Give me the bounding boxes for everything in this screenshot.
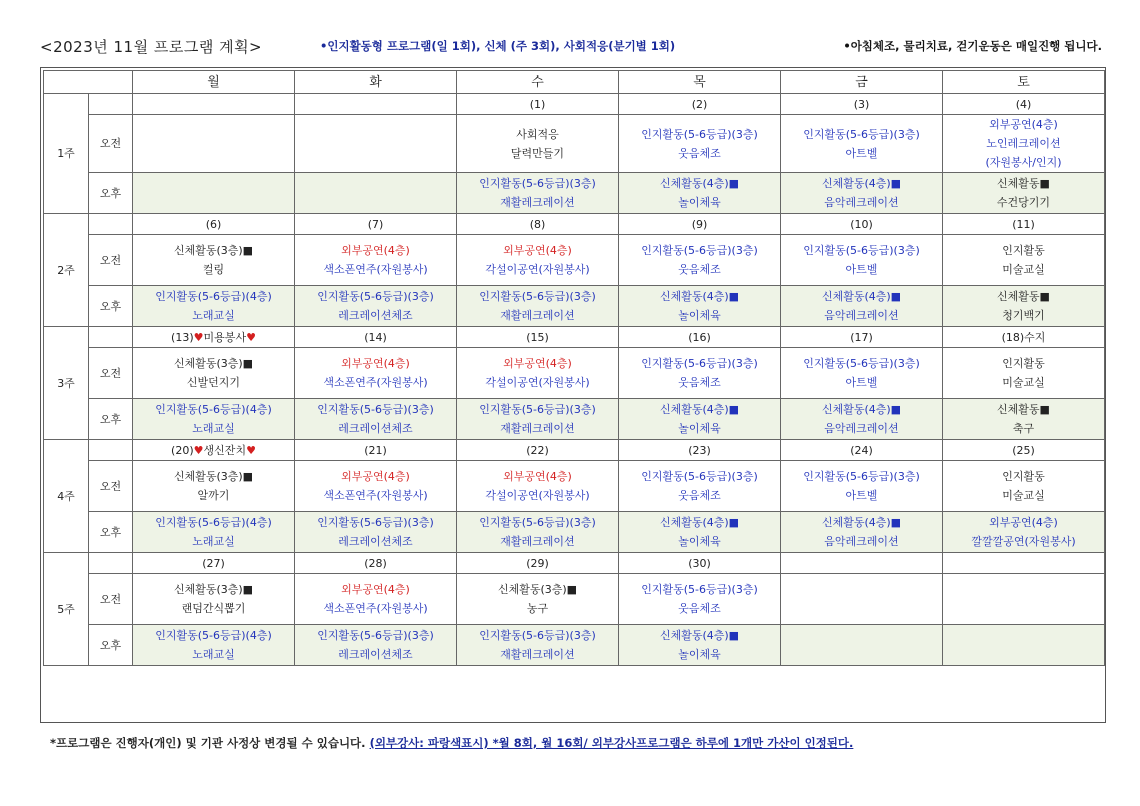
program-line: 레크레이션체조 [338, 309, 413, 322]
date-cell: (17) [781, 327, 943, 348]
program-cell [295, 461, 457, 512]
program-cell [781, 235, 943, 286]
program-line: 신체활동(4층)■ [821, 177, 902, 190]
program-line: 인지활동 [1002, 470, 1045, 483]
program-line: (자원봉사/인지) [985, 156, 1062, 169]
am-row [44, 461, 1105, 512]
date-cell [133, 94, 295, 115]
program-line: 신체활동■ [997, 290, 1050, 303]
program-line: 각설이공연(자원봉사) [485, 489, 590, 502]
date-cell: (2) [619, 94, 781, 115]
am-row [44, 574, 1105, 625]
program-line: 신체활동■ [997, 177, 1050, 190]
am-label: 오전 [89, 235, 133, 286]
program-line: 신체활동(3층)■ [173, 244, 254, 257]
program-line: 웃음체조 [678, 146, 721, 160]
date-cell: (18)수지 [943, 327, 1105, 348]
program-cell [943, 173, 1105, 214]
program-line: 인지활동(5-6등급)(3층) [641, 357, 758, 370]
program-cell [295, 235, 457, 286]
daily-activity-note: •아침체조, 물리치료, 걷기운동은 매일진행 됩니다. [843, 39, 1102, 53]
pm-row [44, 399, 1105, 440]
monthly-program-calendar [43, 70, 1105, 666]
program-frequency-note: •인지활동형 프로그램(일 1회), 신체 (주 3회), 사회적응(분기별 1회) [320, 39, 676, 53]
day-header: 토 [943, 71, 1105, 94]
program-line: 아트벨 [845, 489, 878, 502]
pm-row [44, 173, 1105, 214]
date-cell: (29) [457, 553, 619, 574]
program-cell [781, 512, 943, 553]
program-line: 신체활동■ [997, 403, 1050, 416]
program-line: 웃음체조 [678, 602, 721, 615]
program-line: 사회적응 [516, 127, 559, 141]
date-cell: (14) [295, 327, 457, 348]
date-row-spacer [89, 553, 133, 574]
date-cell [943, 553, 1105, 574]
date-row-spacer [89, 94, 133, 115]
program-line: 신체활동(4층)■ [659, 516, 740, 529]
program-cell [457, 115, 619, 173]
date-cell: (10) [781, 214, 943, 235]
date-cell: (28) [295, 553, 457, 574]
program-line: 신체활동(4층)■ [659, 290, 740, 303]
program-cell [295, 115, 457, 173]
program-cell [457, 461, 619, 512]
program-line: 미술교실 [1002, 489, 1045, 502]
program-line: 신체활동(4층)■ [821, 403, 902, 416]
program-line: 인지활동(5-6등급)(3층) [803, 470, 920, 483]
program-line: 인지활동(5-6등급)(3층) [479, 290, 596, 303]
date-cell: (1) [457, 94, 619, 115]
program-line: 인지활동(5-6등급)(3층) [317, 403, 434, 416]
program-line: 인지활동(5-6등급)(3층) [479, 403, 596, 416]
change-notice: *프로그램은 진행자(개인) 및 기관 사정상 변경될 수 있습니다. [50, 736, 366, 750]
program-cell [133, 286, 295, 327]
program-line: 아트벨 [845, 146, 878, 160]
pm-label: 오후 [89, 512, 133, 553]
program-line: 색소폰연주(자원봉사) [323, 263, 428, 276]
program-line: 재활레크레이션 [500, 309, 575, 322]
program-line: 인지활동(5-6등급)(3층) [317, 629, 434, 642]
am-label: 오전 [89, 115, 133, 173]
week-label: 4주 [44, 440, 89, 553]
date-cell: (27) [133, 553, 295, 574]
program-cell [133, 115, 295, 173]
pm-row [44, 625, 1105, 666]
program-line: 인지활동(5-6등급)(3층) [317, 290, 434, 303]
date-cell: (7) [295, 214, 457, 235]
program-line: 인지활동(5-6등급)(4층) [155, 629, 272, 642]
program-cell [295, 286, 457, 327]
pm-label: 오후 [89, 286, 133, 327]
program-line: 외부공연(4층) [341, 244, 410, 257]
program-line: 인지활동(5-6등급)(3층) [317, 516, 434, 529]
pm-label: 오후 [89, 173, 133, 214]
program-line: 인지활동(5-6등급)(3층) [641, 470, 758, 483]
program-line: 놀이체육 [678, 422, 721, 435]
date-cell: (6) [133, 214, 295, 235]
program-line: 인지활동(5-6등급)(3층) [479, 177, 596, 190]
program-cell [781, 625, 943, 666]
program-line: 신체활동(4층)■ [659, 403, 740, 416]
program-cell [457, 399, 619, 440]
day-header: 금 [781, 71, 943, 94]
program-cell [619, 574, 781, 625]
program-line: 색소폰연주(자원봉사) [323, 376, 428, 389]
program-line: 각설이공연(자원봉사) [485, 263, 590, 276]
program-line: 인지활동(5-6등급)(3층) [803, 357, 920, 370]
heart-icon: ♥ [193, 443, 204, 457]
date-row [44, 94, 1105, 115]
date-cell: (21) [295, 440, 457, 461]
week-label: 3주 [44, 327, 89, 440]
program-cell [781, 399, 943, 440]
page-title: <2023년 11월 프로그램 계획> [40, 38, 263, 56]
program-line: 청기백기 [1002, 309, 1045, 322]
heart-icon: ♥ [193, 330, 204, 344]
day-header-row [44, 71, 1105, 94]
program-line: 신체활동(3층)■ [173, 583, 254, 596]
external-instructor-note: (외부강사: 파랑색표시) *월 8회, 월 16회/ 외부강사프로그램은 하루에 1개만 가산이 인정된다. [369, 736, 854, 750]
program-line: 각설이공연(자원봉사) [485, 376, 590, 389]
program-line: 미술교실 [1002, 376, 1045, 389]
date-cell: (30) [619, 553, 781, 574]
am-label: 오전 [89, 461, 133, 512]
date-row-spacer [89, 440, 133, 461]
program-line: 색소폰연주(자원봉사) [323, 602, 428, 615]
program-line: 외부공연(4층) [503, 244, 572, 257]
program-line: 놀이체육 [678, 309, 721, 322]
program-cell [133, 173, 295, 214]
program-line: 신체활동(4층)■ [821, 516, 902, 529]
program-line: 노래교실 [192, 309, 235, 322]
program-line: 외부공연(4층) [341, 357, 410, 370]
program-cell [943, 399, 1105, 440]
program-cell [457, 173, 619, 214]
program-line: 미술교실 [1002, 263, 1045, 276]
program-cell [781, 574, 943, 625]
week-label: 2주 [44, 214, 89, 327]
program-line: 알까기 [197, 489, 230, 502]
program-line: 레크레이션체조 [338, 422, 413, 435]
program-cell [295, 512, 457, 553]
program-line: 노래교실 [192, 535, 235, 548]
program-line: 외부공연(4층) [341, 583, 410, 596]
program-line: 재활레크레이션 [500, 422, 575, 435]
corner-cell [44, 71, 133, 94]
date-row [44, 553, 1105, 574]
date-cell: (20)♥생신잔치♥ [133, 440, 295, 461]
program-cell [943, 512, 1105, 553]
date-cell: (9) [619, 214, 781, 235]
program-line: 인지활동(5-6등급)(3층) [641, 244, 758, 257]
program-line: 음악레크레이션 [824, 535, 899, 548]
week-label: 1주 [44, 94, 89, 214]
program-line: 인지활동(5-6등급)(3층) [641, 583, 758, 596]
pm-row [44, 512, 1105, 553]
program-line: 외부공연(4층) [503, 470, 572, 483]
program-cell [781, 286, 943, 327]
program-line: 컬링 [202, 263, 225, 276]
program-line: 외부공연(4층) [341, 470, 410, 483]
date-cell: (24) [781, 440, 943, 461]
program-line: 축구 [1012, 422, 1035, 435]
program-cell [943, 625, 1105, 666]
program-line: 노래교실 [192, 648, 235, 661]
program-line: 음악레크레이션 [824, 309, 899, 322]
program-line: 인지활동(5-6등급)(3층) [803, 244, 920, 257]
program-line: 놀이체육 [678, 535, 721, 548]
program-cell [943, 461, 1105, 512]
date-cell: (23) [619, 440, 781, 461]
program-cell [457, 235, 619, 286]
pm-label: 오후 [89, 625, 133, 666]
program-line: 인지활동(5-6등급)(3층) [803, 127, 920, 141]
program-line: 외부공연(4층) [989, 516, 1058, 529]
heart-icon: ♥ [246, 443, 256, 457]
program-cell [295, 348, 457, 399]
program-line: 인지활동 [1002, 244, 1045, 257]
program-cell [781, 115, 943, 173]
am-label: 오전 [89, 348, 133, 399]
program-line: 재활레크레이션 [500, 196, 575, 209]
program-line: 인지활동(5-6등급)(4층) [155, 290, 272, 303]
date-cell: (25) [943, 440, 1105, 461]
footer-note [50, 735, 853, 751]
program-line: 인지활동(5-6등급)(4층) [155, 403, 272, 416]
program-cell [133, 625, 295, 666]
program-cell [295, 399, 457, 440]
week-label: 5주 [44, 553, 89, 666]
program-cell [133, 399, 295, 440]
am-row [44, 115, 1105, 173]
program-line: 웃음체조 [678, 263, 721, 276]
program-line: 신체활동(3층)■ [173, 357, 254, 370]
program-cell [133, 574, 295, 625]
program-line: 인지활동 [1002, 357, 1045, 370]
program-line: 웃음체조 [678, 376, 721, 389]
date-cell: (11) [943, 214, 1105, 235]
date-row [44, 327, 1105, 348]
program-cell [619, 348, 781, 399]
program-line: 놀이체육 [678, 196, 721, 209]
program-cell [133, 348, 295, 399]
program-line: 아트벨 [845, 263, 878, 276]
program-cell [457, 348, 619, 399]
program-cell [781, 461, 943, 512]
date-cell: (16) [619, 327, 781, 348]
program-cell [943, 286, 1105, 327]
date-cell [295, 94, 457, 115]
pm-row [44, 286, 1105, 327]
date-row [44, 214, 1105, 235]
program-cell [133, 461, 295, 512]
date-row-spacer [89, 214, 133, 235]
am-label: 오전 [89, 574, 133, 625]
program-cell [619, 625, 781, 666]
program-cell [457, 574, 619, 625]
program-cell [619, 399, 781, 440]
program-cell [295, 574, 457, 625]
program-cell [781, 348, 943, 399]
program-line: 노인레크레이션 [986, 137, 1061, 150]
program-cell [457, 625, 619, 666]
program-cell [133, 235, 295, 286]
date-cell: (8) [457, 214, 619, 235]
program-cell [619, 115, 781, 173]
program-line: 재활레크레이션 [500, 535, 575, 548]
program-line: 놀이체육 [678, 648, 721, 661]
program-cell [943, 574, 1105, 625]
page-header [40, 36, 1102, 58]
program-line: 랜덤간식뽑기 [181, 602, 246, 615]
program-line: 인지활동(5-6등급)(3층) [641, 127, 758, 141]
program-cell [457, 512, 619, 553]
program-line: 달력만들기 [510, 146, 565, 160]
program-line: 신체활동(3층)■ [173, 470, 254, 483]
program-line: 노래교실 [192, 422, 235, 435]
program-line: 아트벨 [845, 376, 878, 389]
program-cell [295, 625, 457, 666]
program-cell [619, 173, 781, 214]
program-line: 인지활동(5-6등급)(3층) [479, 629, 596, 642]
program-line: 인지활동(5-6등급)(3층) [479, 516, 596, 529]
pm-label: 오후 [89, 399, 133, 440]
program-line: 신체활동(4층)■ [659, 177, 740, 190]
program-line: 재활레크레이션 [500, 648, 575, 661]
program-cell [781, 173, 943, 214]
program-line: 음악레크레이션 [824, 422, 899, 435]
am-row [44, 348, 1105, 399]
program-line: 음악레크레이션 [824, 196, 899, 209]
date-cell: (4) [943, 94, 1105, 115]
program-cell [943, 235, 1105, 286]
program-line: 신체활동(4층)■ [821, 290, 902, 303]
program-line: 외부공연(4층) [503, 357, 572, 370]
program-line: 색소폰연주(자원봉사) [323, 489, 428, 502]
program-line: 신발던지기 [186, 376, 241, 389]
day-header: 수 [457, 71, 619, 94]
heart-icon: ♥ [246, 330, 256, 344]
program-cell [619, 461, 781, 512]
date-cell: (22) [457, 440, 619, 461]
program-cell [943, 348, 1105, 399]
day-header: 목 [619, 71, 781, 94]
am-row [44, 235, 1105, 286]
date-row [44, 440, 1105, 461]
program-line: 인지활동(5-6등급)(4층) [155, 516, 272, 529]
program-cell [133, 512, 295, 553]
program-line: 신체활동(4층)■ [659, 629, 740, 642]
program-cell [457, 286, 619, 327]
date-cell: (15) [457, 327, 619, 348]
day-header: 월 [133, 71, 295, 94]
program-cell [619, 512, 781, 553]
program-line: 신체활동(3층)■ [497, 583, 578, 596]
program-line: 웃음체조 [678, 489, 721, 502]
day-header: 화 [295, 71, 457, 94]
date-cell: (3) [781, 94, 943, 115]
date-cell [781, 553, 943, 574]
program-cell [943, 115, 1105, 173]
program-line: 레크레이션체조 [338, 535, 413, 548]
program-line: 농구 [526, 602, 549, 615]
date-cell: (13)♥미용봉사♥ [133, 327, 295, 348]
program-line: 수건당기기 [996, 196, 1051, 209]
program-cell [619, 235, 781, 286]
date-row-spacer [89, 327, 133, 348]
program-line: 깔깔깔공연(자원봉사) [971, 535, 1076, 548]
program-cell [619, 286, 781, 327]
program-line: 외부공연(4층) [989, 118, 1058, 131]
program-cell [295, 173, 457, 214]
program-line: 레크레이션체조 [338, 648, 413, 661]
